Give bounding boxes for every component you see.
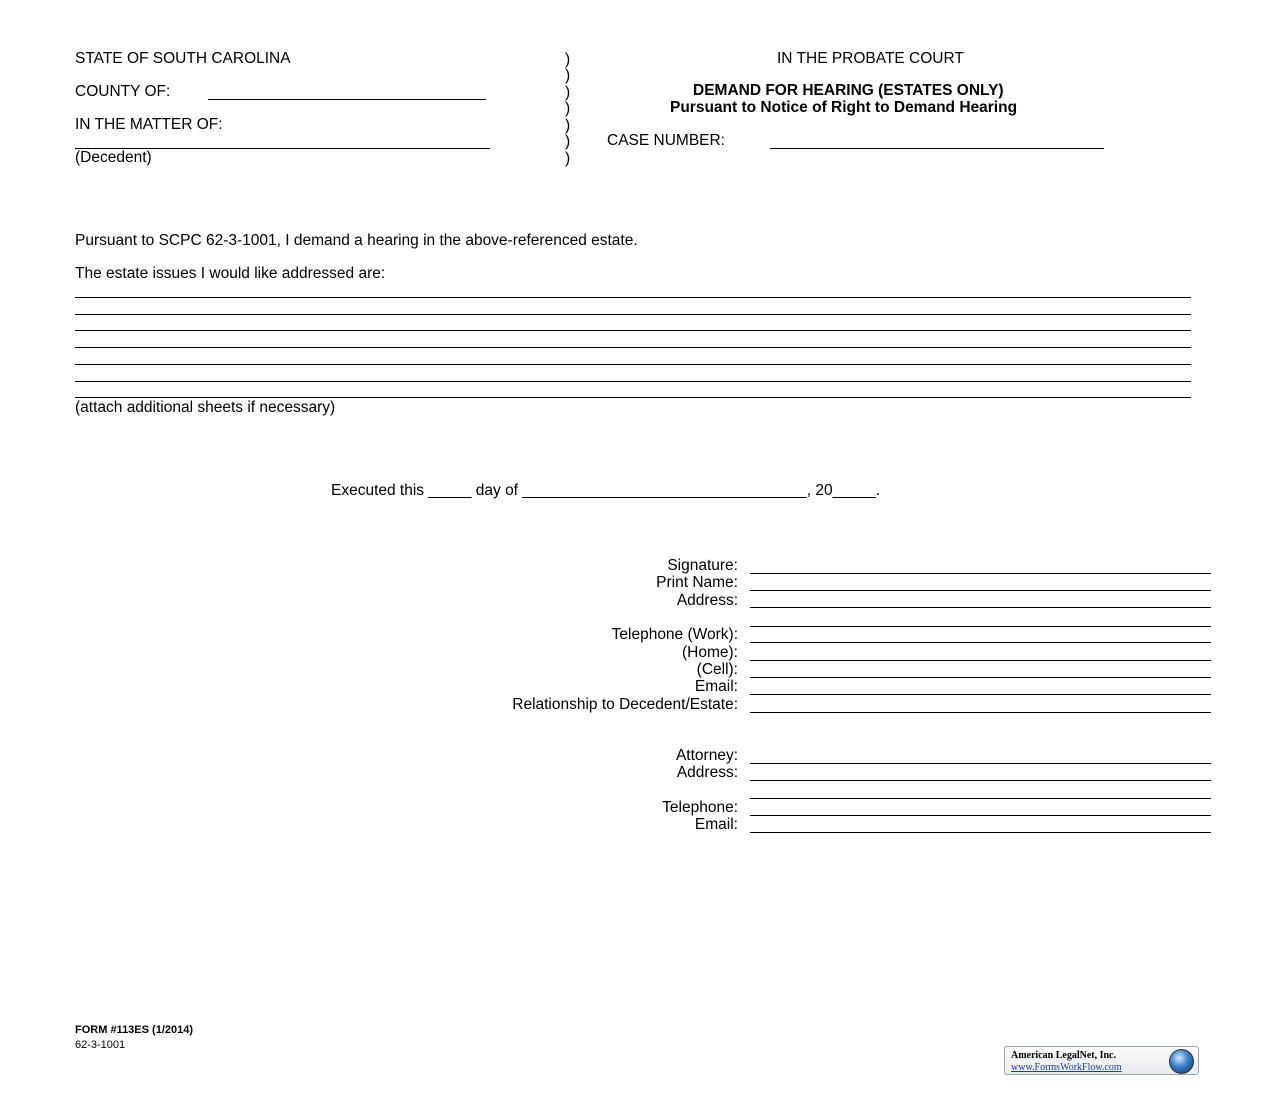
issue-line[interactable] <box>75 381 1191 382</box>
telephone-cell-label: (Cell): <box>696 661 738 678</box>
attorney-address-field[interactable] <box>750 780 1211 781</box>
attorney-telephone-field[interactable] <box>750 815 1211 816</box>
issue-line[interactable] <box>75 347 1191 348</box>
caption-paren: ) <box>565 51 571 68</box>
email-field[interactable] <box>750 694 1211 695</box>
email-label: Email: <box>694 678 738 695</box>
issue-line[interactable] <box>75 297 1191 298</box>
executed-statement: Executed this _____ day of _________________________________, 20_____. <box>331 482 881 499</box>
form-number: FORM #113ES (1/2014) <box>75 1024 194 1036</box>
statute-number: 62-3-1001 <box>75 1039 126 1051</box>
print-name-field[interactable] <box>750 590 1211 591</box>
telephone-cell-field[interactable] <box>750 677 1211 678</box>
print-name-label: Print Name: <box>656 574 738 591</box>
logo-url-link[interactable]: www.FormsWorkFlow.com <box>1011 1062 1122 1073</box>
address-field-2[interactable] <box>750 626 1211 627</box>
issues-label: The estate issues I would like addressed are: <box>75 265 386 282</box>
matter-label: IN THE MATTER OF: <box>75 116 223 133</box>
issue-line[interactable] <box>75 314 1191 315</box>
signature-field[interactable] <box>750 573 1211 574</box>
form-subtitle: Pursuant to Notice of Right to Demand Hearing <box>670 99 1018 116</box>
signature-label: Signature: <box>667 557 738 574</box>
caption-paren: ) <box>565 117 571 134</box>
globe-icon <box>1169 1049 1194 1074</box>
attorney-email-field[interactable] <box>750 832 1211 833</box>
caption-paren: ) <box>565 100 571 117</box>
attorney-address-field-2[interactable] <box>750 798 1211 799</box>
attach-note: (attach additional sheets if necessary) <box>75 399 336 416</box>
issue-line[interactable] <box>75 397 1191 398</box>
relationship-field[interactable] <box>750 712 1211 713</box>
attorney-email-label: Email: <box>694 816 738 833</box>
relationship-label: Relationship to Decedent/Estate: <box>512 696 738 713</box>
issue-line[interactable] <box>75 330 1191 331</box>
address-field[interactable] <box>750 607 1211 608</box>
form-title: DEMAND FOR HEARING (ESTATES ONLY) <box>693 82 1004 99</box>
attorney-address-label: Address: <box>676 764 738 781</box>
county-field[interactable] <box>208 99 486 100</box>
telephone-home-label: (Home): <box>682 644 738 661</box>
county-label: COUNTY OF: <box>75 83 171 100</box>
caption-paren: ) <box>565 133 571 150</box>
caption-paren: ) <box>565 150 571 167</box>
case-number-label: CASE NUMBER: <box>607 132 725 149</box>
attorney-field[interactable] <box>750 763 1211 764</box>
american-legalnet-logo[interactable] <box>1004 1046 1199 1075</box>
telephone-work-field[interactable] <box>750 642 1211 643</box>
address-label: Address: <box>676 592 738 609</box>
decedent-label: (Decedent) <box>75 149 152 166</box>
telephone-work-label: Telephone (Work): <box>611 626 738 643</box>
case-number-field[interactable] <box>770 148 1104 149</box>
caption-paren: ) <box>565 84 571 101</box>
caption-paren: ) <box>565 67 571 84</box>
state-label: STATE OF SOUTH CAROLINA <box>75 50 291 67</box>
attorney-telephone-label: Telephone: <box>662 799 738 816</box>
attorney-label: Attorney: <box>675 747 738 764</box>
telephone-home-field[interactable] <box>750 660 1211 661</box>
pursuant-statement: Pursuant to SCPC 62-3-1001, I demand a hearing in the above-referenced estate. <box>75 232 638 249</box>
logo-company-name: American LegalNet, Inc. <box>1011 1050 1116 1061</box>
court-label: IN THE PROBATE COURT <box>777 50 964 67</box>
issue-line[interactable] <box>75 364 1191 365</box>
